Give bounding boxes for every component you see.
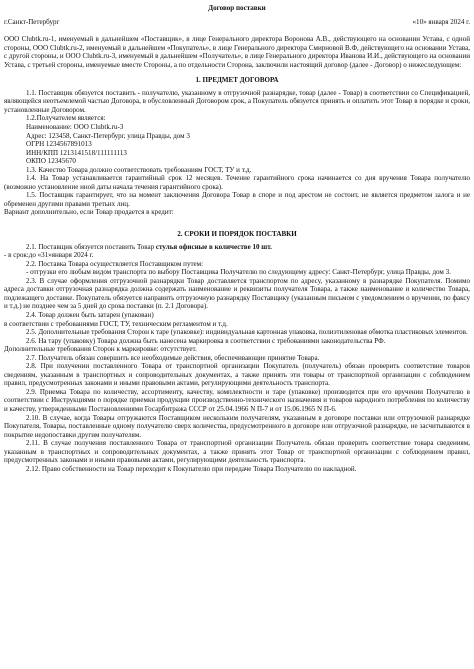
clause-2-2-option: - отгрузки его любым видом транспорта по выбору Поставщика Получателю по следующему адресу: Санкт-Петербург, улица Правды, дом 3.: [26, 268, 451, 277]
goods-description: стулья офисные в количестве 10 шт.: [155, 242, 272, 251]
clause-2-4: 2.4. Товар должен быть затарен (упакован): [26, 310, 154, 319]
clause-2-9: 2.9. Приемка Товара по количеству, ассортименту, качеству, комплектности и таре (упаковке) производится при его вручении Получателю в соответствии с Инструкциями о порядке приемки продукции производственно-технического назначения и товаров народного потребления по количеству и качеству, утвержденными Постановлениями Госарбитража СССР от 25.04.1966 N П-7 и от 15.06.1965 N П-6.: [4, 387, 470, 413]
clause-2-11: 2.11. В случае получения поставленного Товара от транспортной организации Получатель обязан проверить соответствие товара сведениям, указанным в транспортных и сопроводительных документах, а также принять этот Товар от транспортной организации с соблюдением правил, предусмотренных законами и иными правовыми актами, регулирующими деятельность транспорта.: [4, 439, 470, 465]
clause-2-3: 2.3. В случае оформления отгрузочной разнарядки Товар доставляется транспортом по адресу, указанному в разнарядке Покупателя. Помимо адреса доставки отгрузочная разнарядка должна содержать наименование и реквизиты получателя Товара, а также наименование и количество Товара, подлежащего доставке. Покупатель обязуется направить отгрузочную разнарядку Поставщику (указанным письмом с уведомлением о вручении, по факсу и т.д.) не позднее чем за 5 дней до срока поставки (п. 2.1 Договора).: [4, 276, 470, 311]
clause-2-1-text: 2.1. Поставщик обязуется поставить Товар: [26, 242, 156, 251]
clause-1-3: 1.3. Качество Товара должно соответствовать требованиям ГОСТ, ТУ и т.д.: [26, 165, 252, 174]
delivery-term: - в срок:до «31»января 2024 г.: [4, 251, 94, 260]
clause-2-6-marking: Дополнительные требования Сторон к маркировке: отсутствует.: [4, 345, 197, 354]
clause-2-7: 2.7. Получатель обязан совершить все необходимые действия, обеспечивающие принятие Товара.: [26, 353, 320, 362]
contract-date: «10» января 2024 г.: [412, 17, 470, 26]
contract-city: г.Санкт-Петербург: [4, 17, 60, 26]
clause-1-4: 1.4. На Товар устанавливается гарантийный срок 12 месяцев. Течение гарантийного срока начинается со дня вручения Товара получателю (возможно установление иной даты начала течения гарантийного срока).: [4, 174, 470, 191]
section-2-heading: 2. СРОКИ И ПОРЯДОК ПОСТАВКИ: [177, 230, 297, 239]
credit-variant-note: Вариант дополнительно, если Товар продается в кредит:: [4, 208, 174, 217]
city-date-line: [4, 18, 470, 27]
clause-1-5: 1.5. Поставщик гарантирует, что на момент заключения Договора Товар в споре и под арестом не состоит, не является предметом залога и не обременен другими правами третьих лиц.: [4, 191, 470, 208]
clause-2-10: 2.10. В случае, когда Товары отгружаются Поставщиком нескольким получателям, указанным в договоре поставки или отгрузочной разнарядке Покупателя, Товары, поставленные одному получателю сверх количества, предусмотренного в договоре или отгрузочной разнарядке, не засчитываются в покрытие недопоставки другим получателям.: [4, 413, 470, 439]
clause-2-2: 2.2. Поставка Товара осуществляется Поставщиком путем:: [26, 259, 204, 268]
clause-1-2: 1.2.Получателем является:: [26, 114, 106, 123]
recipient-name: Наименование: ООО Clubtk.ru-3: [26, 123, 124, 132]
clause-2-6: 2.6. На тару (упаковку) Товара должна быть нанесена маркировка в соответствии с требованиями законодательства РФ.: [26, 336, 386, 345]
section-1-heading: 1. ПРЕДМЕТ ДОГОВОРА: [195, 76, 279, 85]
document-title: Договор поставки: [208, 4, 266, 12]
recipient-address: Адрес: 123458, Санкт-Петербург, улица Правды, дом 3: [26, 131, 190, 140]
clause-2-5: 2.5. Дополнительные требования Сторон к таре (упаковке): индивидуальная картонная упаковка, полиэтиленовая обмотка пластиковых элементов.: [26, 328, 468, 337]
clause-2-8: 2.8. При получении поставленного Товара от транспортной организации Покупатель (получатель) обязан проверить соответствие товаров сведениям, указанным в транспортных и сопроводительных документах, а также принять эти товары от транспортной организации с соблюдением правил, предусмотренных законами и иными правовыми актами, регулирующими деятельность транспорта.: [4, 362, 470, 388]
clause-1-1: 1.1. Поставщик обязуется поставить - получателю, указанному в отгрузочной разнарядке, товар (далее - Товар) в соответствии со Спецификацией, являющейся неотъемлемой частью Договора, в обусловленный Договором срок, а Покупатель обязуется принять и оплатить этот Товар в порядке и сроки, установленные Договором.: [4, 88, 470, 114]
clause-2-4-standards: в соответствии с требованиями ГОСТ, ТУ, техническим регламентом и т.д.: [4, 319, 228, 328]
clause-2-1: [4, 243, 470, 252]
preamble: ООО Clubtk.ru-1, именуемый в дальнейшем «Поставщик», в лице Генерального директора Воронова А.В., действующего на основании Устава, с одной стороны, ООО Clubtk.ru-2, именуемый в дальнейшем «Покупатель», в лице Генерального директора Смирновой В.Ф, действующего на основании Устава, с другой стороны, и ООО Clubtk.ru-3, именуемый в дальнейшем «Получатель», в лице Генерального директора Иванова И.И., действующего на основании Устава, с третьей стороны, именуемые вместе Стороны, а по отдельности Сторона, заключили настоящий договор (далее - Договор) о нижеследующем:: [4, 35, 470, 69]
recipient-okpo: ОКПО 12345670: [26, 157, 76, 166]
recipient-inn: ИНН/КПП 1213141518/111111113: [26, 148, 127, 157]
clause-2-12: 2.12. Право собственности на Товар переходит к Покупателю при передаче Товара Получателю по накладной.: [26, 464, 357, 473]
recipient-ogrn: ОГРН 1234567891013: [26, 140, 92, 149]
